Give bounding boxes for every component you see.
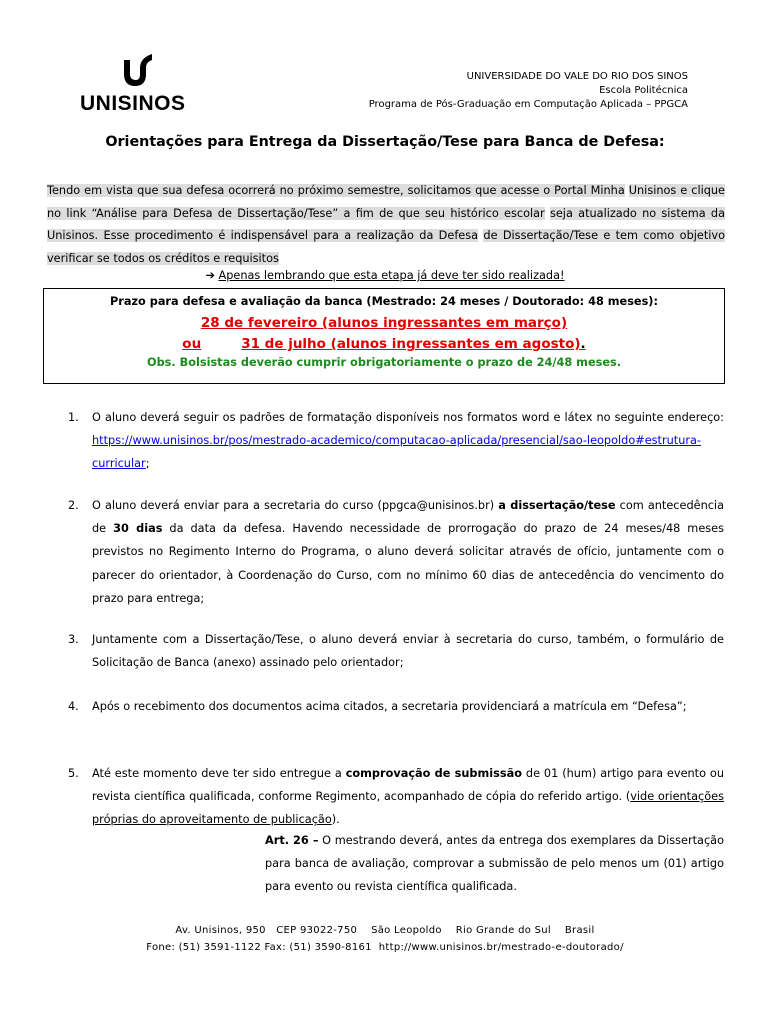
item-5-bold: comprovação de submissão xyxy=(345,767,522,780)
intro-line-1: Tendo em vista que sua defesa ocorrerá no próximo semestre, solicitamos que acesse o Portal Minha xyxy=(47,184,625,197)
list-number: 1. xyxy=(68,411,79,424)
reminder-line xyxy=(0,269,770,282)
item-2-bold-2: 30 dias xyxy=(113,522,163,536)
reminder-text: Apenas lembrando que esta etapa já deve ter sido realizada! xyxy=(218,269,565,282)
item-4-text: Após o recebimento dos documentos acima citados, a secretaria providenciará a matrícula em “Defesa”; xyxy=(92,700,687,713)
list-item-2 xyxy=(68,494,724,610)
article-text: O mestrando deverá, antes da entrega dos exemplares da Dissertação para banca de avaliação, comprovar a submissão de pelo menos um (01) artigo para evento ou revista científica qualificada. xyxy=(265,834,724,893)
unisinos-logo xyxy=(80,50,200,118)
article-label: Art. 26 – xyxy=(265,834,319,847)
arrow-icon: ➔ xyxy=(205,269,215,282)
list-item-4 xyxy=(68,695,724,718)
footer-contact: Fone: (51) 3591-1122 Fax: (51) 3590-8161 http://www.unisinos.br/mestrado-e-doutorado/ xyxy=(146,942,624,953)
deadline-or: ou xyxy=(182,336,202,352)
formatting-link[interactable]: https://www.unisinos.br/pos/mestrado-academico/computacao-aplicada/presencial/sao-leopoldo#estrutura-curricular xyxy=(92,434,701,471)
logo-text: UNISINOS xyxy=(80,92,186,115)
item-2-bold-1: a dissertação/tese xyxy=(498,499,616,512)
item-3-text: Juntamente com a Dissertação/Tese, o aluno deverá enviar à secretaria do curso, também, o formulário de Solicitação de Banca (anexo) assinado pelo orientador; xyxy=(92,633,724,670)
list-item-3 xyxy=(68,628,724,674)
institution-header xyxy=(369,70,688,112)
deadline-date-2: 31 de julho (alunos ingressantes em agosto) xyxy=(241,336,581,352)
university-name: UNIVERSIDADE DO VALE DO RIO DOS SINOS xyxy=(466,71,688,82)
list-number: 5. xyxy=(68,767,79,780)
intro-line-3: seja atualizado no sistema da Unisinos. Esse procedimento é indispensável para a realização da Defesa xyxy=(47,206,725,242)
deadline-date-1: 28 de fevereiro (alunos ingressantes em março) xyxy=(200,315,568,331)
program-name: Programa de Pós-Graduação em Computação Aplicada – PPGCA xyxy=(368,99,688,110)
item-5-text-b: de 01 (hum) artigo para evento ou revista científica qualificada, conforme Regimento, acompanhado de cópia do referido artigo. ( xyxy=(92,767,724,804)
list-number: 3. xyxy=(68,633,79,646)
article-26-quote xyxy=(265,829,724,898)
list-item-5 xyxy=(68,762,724,832)
footer-address: Av. Unisinos, 950 CEP 93022-750 São Leopoldo Rio Grande do Sul Brasil xyxy=(175,925,595,936)
deadline-period: . xyxy=(580,336,586,352)
item-1-end: ; xyxy=(145,457,150,471)
deadline-heading: Prazo para defesa e avaliação da banca (Mestrado: 24 meses / Doutorado: 48 meses): xyxy=(109,295,658,308)
page-title: Orientações para Entrega da Dissertação/Tese para Banca de Defesa: xyxy=(105,134,665,150)
deadline-box xyxy=(43,288,725,384)
intro-paragraph xyxy=(47,180,725,270)
publication-guidelines-link[interactable]: vide orientações próprias do aproveitamento de publicação xyxy=(92,790,724,827)
list-number: 2. xyxy=(68,499,79,512)
item-5-text-c: ). xyxy=(331,813,340,827)
list-number: 4. xyxy=(68,700,79,713)
item-2-text-b: com antecedência de xyxy=(92,499,724,536)
item-5-text-a: Até este momento deve ter sido entregue a xyxy=(92,767,346,780)
school-name: Escola Politécnica xyxy=(599,85,688,96)
list-item-1 xyxy=(68,406,724,476)
scholarship-note: Obs. Bolsistas deverão cumprir obrigatoriamente o prazo de 24/48 meses. xyxy=(146,356,622,369)
deadline-date-2-line xyxy=(44,336,724,352)
item-2-text-c: da data da defesa. Havendo necessidade de prorrogação do prazo de 24 meses/48 meses previstos no Regimento Interno do Programa, o aluno deverá solicitar através de ofício, juntamente com o parecer do orientador, à Coordenação do Curso, com no mínimo 60 dias de antecedência do vencimento do prazo para entrega; xyxy=(92,522,724,605)
intro-line-2: Unisinos e clique no link “Análise para Defesa de Dissertação/Tese” a fim de que seu histórico escolar xyxy=(47,184,726,220)
item-2-text-a: O aluno deverá enviar para a secretaria do curso (ppgca@unisinos.br) xyxy=(92,499,499,512)
page-footer xyxy=(0,922,770,956)
unisinos-logo-icon xyxy=(122,50,162,90)
item-1-text: O aluno deverá seguir os padrões de formatação disponíveis nos formatos word e látex no seguinte endereço: xyxy=(92,411,724,424)
intro-line-4: de Dissertação/Tese e tem como objetivo verificar se todos os créditos e requisitos xyxy=(47,229,725,265)
